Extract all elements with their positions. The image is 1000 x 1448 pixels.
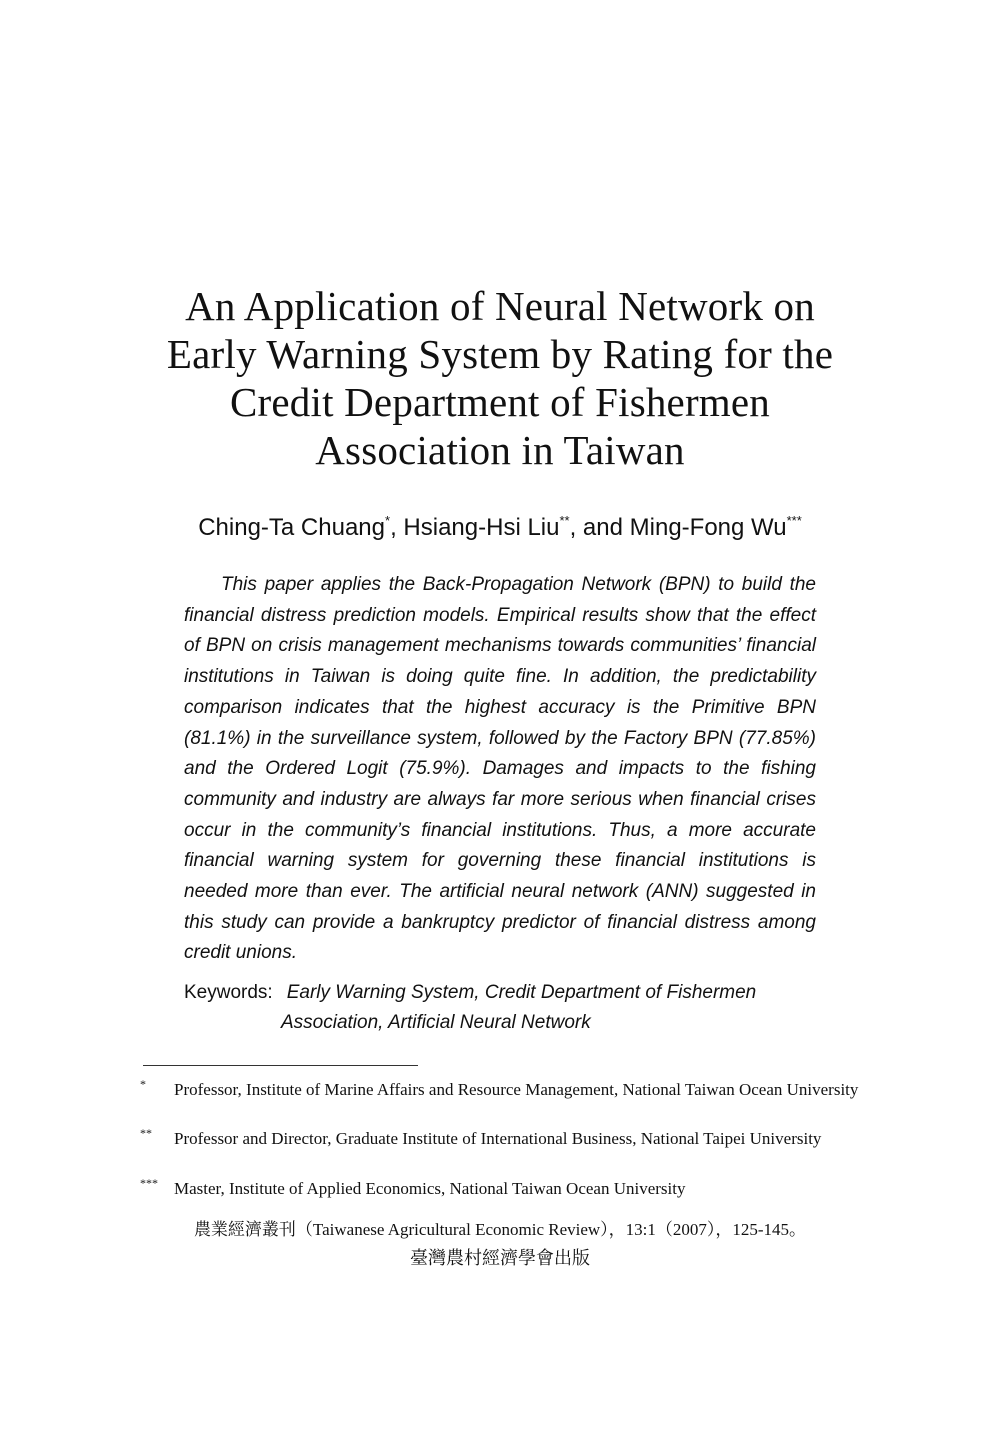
footnote-mark: * [140, 1077, 146, 1091]
author-name: Ming-Fong Wu [629, 514, 787, 541]
title-line: An Application of Neural Network on [185, 283, 815, 329]
footnote-divider [143, 1065, 418, 1066]
footnote-text: Master, Institute of Applied Economics, National Taiwan Ocean University [174, 1179, 686, 1198]
footnote-text: Professor, Institute of Marine Affairs and Resource Management, National Taiwan Ocean University [174, 1080, 859, 1099]
footnote-mark: ** [140, 1126, 152, 1140]
keywords-line: Association, Artificial Neural Network [281, 1012, 591, 1033]
footnote [140, 1127, 860, 1152]
footnote [140, 1177, 860, 1202]
keywords-label: Keywords: [184, 982, 273, 1003]
author-separator: , [390, 514, 404, 541]
author-footnote-mark: ** [559, 513, 570, 528]
abstract-paragraph: This paper applies the Back-Propagation Network (BPN) to build the financial distress prediction models. Empirical results show that the effect of BPN on crisis management mechanisms towards communities’ financial institutions in Taiwan is doing quite fine. In addition, the predictability comparison indicates that the highest accuracy is the Primitive BPN (81.1%) in the surveillance system, followed by the Factory BPN (77.85%) and the Ordered Logit (75.9%). Damages and impacts to the fishing community and industry are always far more serious when financial crises occur in the community’s financial institutions. Thus, a more accurate financial warning system for governing these financial institutions is needed more than ever. The artificial neural network (ANN) suggested in this study can provide a bankruptcy predictor of financial distress among credit unions. [184, 574, 816, 964]
title-line: Association in Taiwan [315, 427, 685, 473]
keywords-line: Early Warning System, Credit Department of Fishermen [286, 982, 757, 1003]
author-name: Ching-Ta Chuang [198, 514, 385, 541]
footnote-text: Professor and Director, Graduate Institute of International Business, National Taipei University [174, 1129, 822, 1148]
journal-citation: 農業經濟叢刊（Taiwanese Agricultural Economic Review），13:1（2007），125-145。 [193, 1220, 807, 1239]
author-list [100, 511, 900, 545]
footnote [140, 1078, 860, 1103]
title-line: Credit Department of Fishermen [229, 379, 770, 425]
author-footnote-mark: *** [786, 513, 802, 528]
publisher-line: 臺灣農村經濟學會出版 [410, 1248, 590, 1268]
footnote-mark: *** [140, 1176, 158, 1190]
keywords-block [184, 978, 816, 1038]
author-footnote-mark: * [385, 513, 391, 528]
paper-title [100, 282, 900, 474]
author-name: Hsiang-Hsi Liu [403, 514, 560, 541]
author-separator: , and [569, 514, 630, 541]
title-line: Early Warning System by Rating for the [166, 331, 834, 377]
